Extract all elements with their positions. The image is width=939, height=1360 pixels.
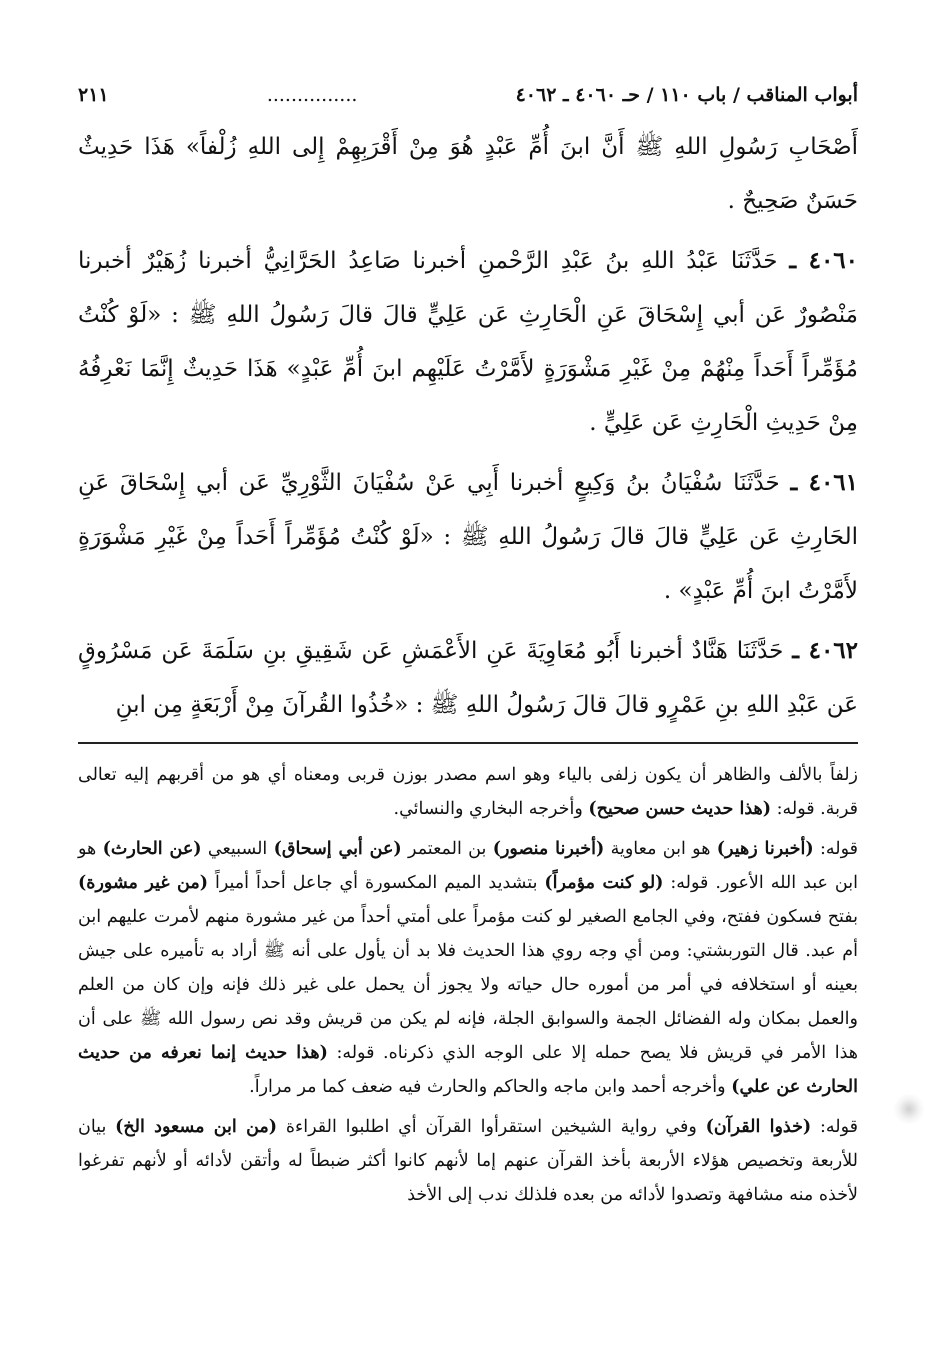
commentary-paragraph-1 [78, 758, 858, 826]
note-text: وأخرجه أحمد وابن ماجه والحاكم والحارث فيه ضعف كما مر مراراً. [249, 1077, 732, 1097]
note-text: السبيعي [201, 839, 274, 859]
note-text: بن المعتمر [401, 839, 493, 859]
commentary [78, 758, 858, 1212]
header-leader-dots: ............... [266, 84, 358, 106]
book-page [78, 78, 858, 1218]
scan-smudge [892, 1094, 926, 1124]
note-text: وأخرجه البخاري والنسائي. [393, 799, 589, 819]
commentary-paragraph-2 [78, 832, 858, 1104]
continuation-text: أَصْحَابِ رَسُولِ اللهِ ﷺ أَنَّ ابنَ أُمِّ عَبْدٍ هُوَ مِنْ أَقْرَبِهِمْ إِلى اللهِ زُلْفاً» هَذَا حَدِيثٌ حَسَنٌ صَحِيحٌ . [78, 134, 858, 214]
note-quote: (عن أبي إسحاق) [273, 839, 402, 859]
hadith-4062 [78, 624, 858, 732]
note-quote: (من غير مشورة) [78, 873, 208, 893]
note-quote: (أخبرنا منصور) [492, 839, 605, 859]
hadith-number: ٤٠٦١ ـ [790, 469, 859, 496]
note-quote: (لو كنت مؤمراً) [544, 873, 664, 893]
note-text: قوله: [813, 839, 858, 859]
note-text: زلفاً بالألف والظاهر أن يكون زلفى بالياء وهو اسم مصدر بوزن قربى ومعناه أي هو من أقربهم إليه تعالى قربة. قوله: [78, 765, 858, 819]
note-quote: (خذوا القرآن) [705, 1117, 812, 1137]
note-text: بيان للأربعة وتخصيص هؤلاء الأربعة بأخذ القرآن عنهم إما لأنهم كانوا أكثر ضبطاً له وأتقن لأدائه أو لأنهم تفرغوا لأخذه منه مشافهة وتصدوا لأدائه من بعده فلذلك ندب إلى الأخذ [78, 1117, 858, 1205]
note-quote: (من ابن مسعود الخ) [115, 1117, 278, 1137]
note-text: هو ابن عبد الله الأعور. قوله: [78, 839, 858, 893]
hadith-number: ٤٠٦٠ ـ [789, 247, 859, 274]
note-text: هو ابن معاوية [604, 839, 717, 859]
footnote-divider [78, 742, 858, 744]
hadith-body: حَدَّثَنَا عَبْدُ اللهِ بنُ عَبْدِ الرَّحْمنِ أخبرنا صَاعِدُ الحَرَّانِيُّ أخبرنا زُهَيْرٌ أخبرنا مَنْصُورٌ عَن أبي إِسْحَاقَ عَنِ الْحَارِثِ عَن عَلِيٍّ قالَ قالَ رَسُولُ اللهِ ﷺ : «لَوْ كُنْتُ مُؤَمِّراً أَحَداً مِنْهُمْ مِنْ غَيْرِ مَشْوَرَةٍ لأَمَّرْتُ عَلَيْهِم ابنَ أُمِّ عَبْدٍ» هَذَا حَدِيثٌ إِنَّمَا نَعْرِفُهُ مِنْ حَدِيثِ الْحَارِثِ عَن عَلِيٍّ . [78, 248, 858, 436]
page-number: ٢١١ [78, 84, 109, 106]
note-text: قوله: [811, 1117, 858, 1137]
hadith-text [78, 120, 858, 732]
commentary-paragraph-3 [78, 1110, 858, 1212]
note-quote: (هذا حديث حسن صحيح) [588, 799, 772, 819]
hadith-4061 [78, 456, 858, 618]
note-text: بتشديد الميم المكسورة أي جاعل أحداً أميراً [208, 873, 545, 893]
hadith-body: حَدَّثَنَا سُفْيَانُ بنُ وَكِيعٍ أخبرنا أَبِي عَنْ سُفْيَانَ الثَّوْرِيِّ عَن أبي إِسْحَاقَ عَنِ الحَارِثِ عَن عَلِيٍّ قالَ قالَ رَسُولُ اللهِ ﷺ : «لَوْ كُنْتُ مُؤَمِّراً أَحَداً مِنْ غَيْرِ مَشْوَرَةٍ لأَمَّرْتُ ابنَ أُمِّ عَبْدٍ» . [78, 470, 858, 604]
hadith-4060 [78, 234, 858, 450]
note-quote: (أخبرنا زهير) [716, 839, 814, 859]
note-text: وفي رواية الشيخين استقرأوا القرآن أي اطلبوا القراءة [277, 1117, 706, 1137]
note-quote: (عن الحارث) [102, 839, 202, 859]
hadith-number: ٤٠٦٢ ـ [792, 637, 859, 664]
note-quote: (هذا حديث إنما نعرفه من حديث الحارث عن علي) [78, 1043, 858, 1097]
chapter-title: أبواب المناقب / باب ١١٠ / حـ ٤٠٦٠ ـ ٤٠٦٢ [515, 84, 858, 106]
running-header [78, 78, 858, 114]
hadith-body: حَدَّثَنَا هَنَّادٌ أخبرنا أَبُو مُعَاوِيَةَ عَنِ الأَعْمَشِ عَن شَقِيقِ بنِ سَلَمَةَ عَن مَسْرُوقٍ عَن عَبْدِ اللهِ بنِ عَمْرٍو قالَ قالَ رَسُولُ اللهِ ﷺ : «خُذُوا القُرآنَ مِنْ أَرْبَعَةٍ مِن ابنِ [78, 638, 858, 718]
note-text: بفتح فسكون ففتح، وفي الجامع الصغير لو كنت مؤمراً على أمتي أحداً من غير مشورة منهم لأمرت عليهم ابن أم عبد. قال التوربشتي: ومن أي وجه روي هذا الحديث فلا بد أن يأول على أنه ﷺ أراد به تأميره على جيش بعينه أو استخلافه في أمر من أموره حال حياته ولا يجوز أن يحمل على غير ذلك فإنه وإن كان من العلم والعمل بمكان وله الفضائل الجمة والسوابق الجلة، فإنه لم يكن من قريش وقد نص رسول الله ﷺ على أن هذا الأمر في قريش فلا يصح حمله إلا على الوجه الذي ذكرناه. قوله: [78, 907, 858, 1063]
